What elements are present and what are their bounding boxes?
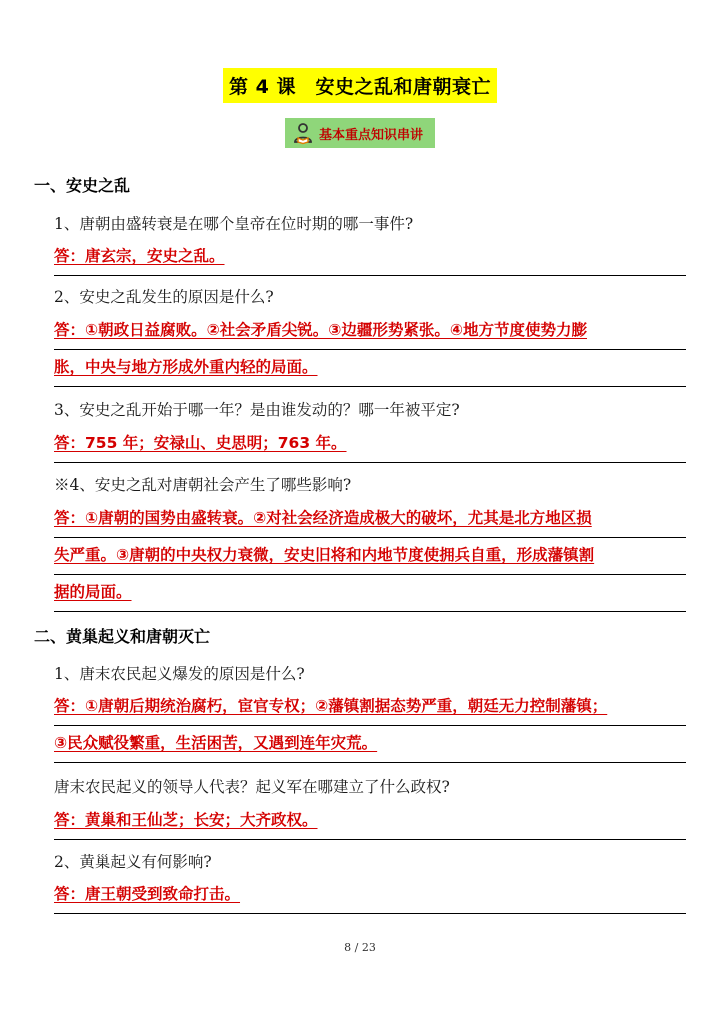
answer-line: 答：唐王朝受到致命打击。 xyxy=(54,876,686,914)
reading-person-icon xyxy=(291,121,315,145)
answer-line: 胀，中央与地方形成外重内轻的局面。 xyxy=(54,349,686,387)
answer-line: ③民众赋役繁重，生活困苦，又遇到连年灾荒。 xyxy=(54,725,686,763)
question: 2、安史之乱发生的原因是什么? xyxy=(54,288,274,306)
answer-line: 失严重。③唐朝的中央权力衰微，安史旧将和内地节度使拥兵自重，形成藩镇割 xyxy=(54,537,686,575)
page-number: 8 / 23 xyxy=(344,941,376,954)
question: 1、唐朝由盛转衰是在哪个皇帝在位时期的哪一事件? xyxy=(54,215,414,233)
question: ※4、安史之乱对唐朝社会产生了哪些影响? xyxy=(54,476,352,494)
answer-line: 答：①朝政日益腐败。②社会矛盾尖锐。③边疆形势紧张。④地方节度使势力膨 xyxy=(54,312,686,350)
badge-label: 基本重点知识串讲 xyxy=(318,127,423,143)
answer-line: 答：①唐朝的国势由盛转衰。②对社会经济造成极大的破坏，尤其是北方地区损 xyxy=(54,500,686,538)
section-heading: 一、安史之乱 xyxy=(34,176,131,195)
answer-line: 答：755 年；安禄山、史思明；763 年。 xyxy=(54,425,686,463)
answer-line: 据的局面。 xyxy=(54,574,686,612)
question: 1、唐末农民起义爆发的原因是什么? xyxy=(54,665,305,683)
key-points-badge xyxy=(285,118,435,148)
answer-line: 答：唐玄宗，安史之乱。 xyxy=(54,238,686,276)
question: 2、黄巢起义有何影响? xyxy=(54,853,212,871)
question: 唐末农民起义的领导人代表？起义军在哪建立了什么政权? xyxy=(54,778,450,796)
answer-line: 答：①唐朝后期统治腐朽，宦官专权；②藩镇割据态势严重，朝廷无力控制藩镇； xyxy=(54,688,686,726)
answer-line: 答：黄巢和王仙芝；长安；大齐政权。 xyxy=(54,802,686,840)
lesson-title: 第 4 课 安史之乱和唐朝衰亡 xyxy=(223,68,497,103)
question: 3、安史之乱开始于哪一年？是由谁发动的？哪一年被平定? xyxy=(54,401,460,419)
section-heading: 二、黄巢起义和唐朝灭亡 xyxy=(34,627,211,646)
